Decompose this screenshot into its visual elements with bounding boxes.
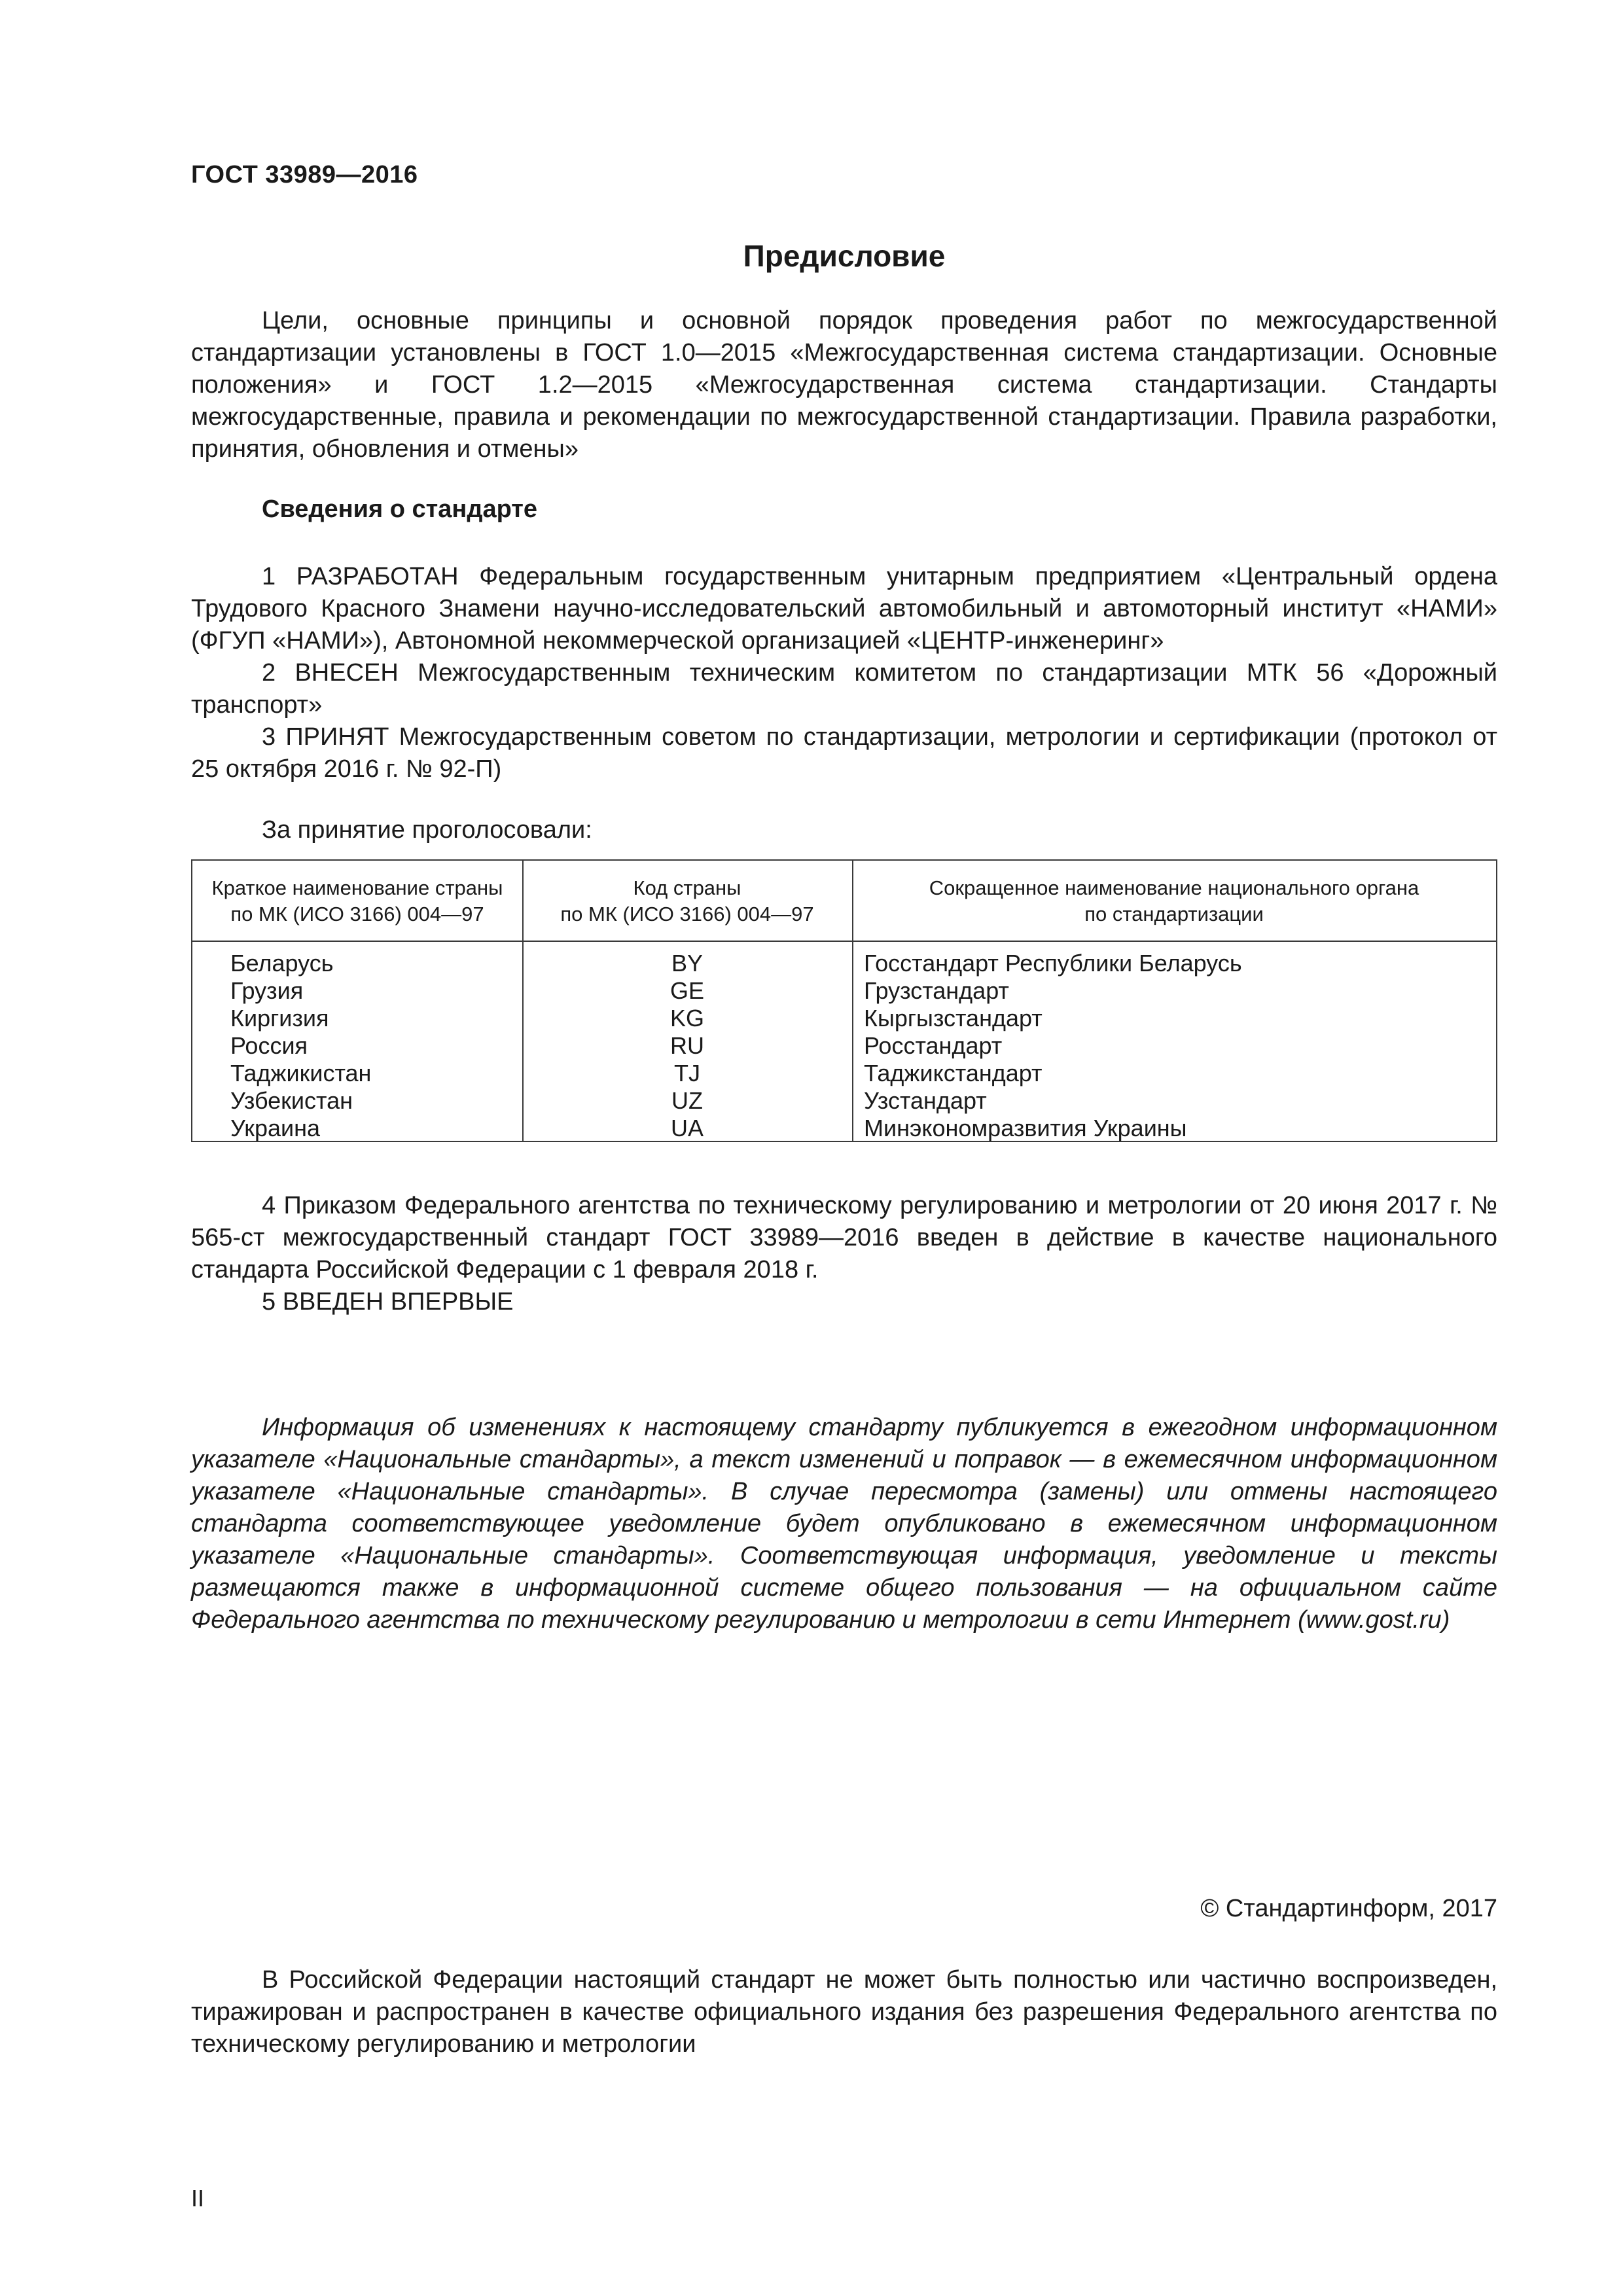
info-notice-block (191, 1412, 1497, 1636)
table-cell-code: KG (669, 1005, 704, 1031)
table-cell-code: UA (670, 1115, 704, 1141)
item-adopted: 3 ПРИНЯТ Межгосударственным советом по стандартизации, метрологии и сертификации (протокол от 25 октября 2016 г. № 92-П) (191, 723, 1497, 783)
table-cell-code: GE (669, 977, 704, 1004)
table-row (192, 1087, 1496, 1115)
reproduction-notice-block (191, 1964, 1497, 2060)
table-cell-country: Беларусь (230, 950, 334, 977)
item-introduced: 2 ВНЕСЕН Межгосударственным техническим комитетом по стандартизации МТК 56 «Дорожный транспорт» (191, 659, 1497, 719)
table-header-text: по стандартизации (1084, 903, 1264, 925)
table-cell-country: Украина (230, 1115, 321, 1141)
table-cell-country: Грузия (230, 977, 304, 1004)
standard-info-heading: Сведения о стандарте (262, 495, 538, 523)
table-row (192, 1032, 1496, 1060)
table-row (192, 1115, 1496, 1142)
table-cell-organization: Госстандарт Республики Беларусь (864, 950, 1242, 977)
table-body (192, 950, 1496, 1142)
table-cell-country: Россия (230, 1032, 308, 1059)
table-cell-organization: Росстандарт (864, 1032, 1003, 1059)
items-top-block (191, 561, 1497, 785)
table-header-row (192, 861, 1496, 942)
table-header-text: Код страны (633, 876, 741, 899)
table-cell-country: Киргизия (230, 1005, 329, 1031)
table-row (192, 977, 1496, 1005)
table-row (192, 1060, 1496, 1087)
table-cell-organization: Кыргызстандарт (864, 1005, 1043, 1031)
info-notice: Информация об изменениях к настоящему стандарту публикуется в ежегодном информационном указателе «Национальные стандарты», а текст изменений и поправок — в ежемесячном информационном указателе «Национальные стандарты». В случае пересмотра (замены) или отмены настоящего стандарта соответствующее уведомление будет опубликовано в ежемесячном информационном указателе «Национальные стандарты». Соответствующая информация, уведомление и тексты размещаются также в информационной системе общего пользования — на официальном сайте Федерального агентства по техническому регулированию и метрологии в сети Интернет (www.gost.ru) (191, 1414, 1497, 1634)
table-header-organization (852, 861, 1496, 942)
table-cell-organization: Таджикстандарт (864, 1060, 1043, 1086)
table-row (192, 950, 1496, 977)
copyright-line: © Стандартинформ, 2017 (1200, 1895, 1497, 1922)
table-row (192, 1005, 1496, 1032)
voted-label: За принятие проголосовали: (262, 816, 592, 844)
intro-paragraph-block (191, 305, 1497, 465)
item-developed: 1 РАЗРАБОТАН Федеральным государственным унитарным предприятием «Центральный ордена Трудового Красного Знамени научно-исследовательский автомобильный и автомоторный институт «НАМИ» (ФГУП «НАМИ»), Автономной некоммерческой организацией «ЦЕНТР-инженеринг» (191, 563, 1497, 655)
table-header-country (192, 861, 522, 942)
voting-table (191, 859, 1497, 1142)
table-header-text: Сокращенное наименование национального органа (929, 876, 1419, 899)
table-header-text: по МК (ИСО 3166) 004—97 (230, 903, 484, 925)
section-title: Предисловие (743, 239, 946, 273)
table-cell-organization: Узстандарт (864, 1087, 987, 1114)
document-number-header: ГОСТ 33989—2016 (191, 161, 418, 188)
page-number: II (191, 2185, 205, 2212)
items-bottom-block (191, 1190, 1497, 1318)
table-cell-code: BY (671, 950, 704, 977)
table-cell-code: UZ (671, 1087, 703, 1114)
table-cell-country: Узбекистан (230, 1087, 353, 1114)
table-header-code (522, 861, 852, 942)
intro-paragraph: Цели, основные принципы и основной порядок проведения работ по межгосударственной стандартизации установлены в ГОСТ 1.0—2015 «Межгосударственная система стандартизации. Основные положения» и ГОСТ 1.2—2015 «Межгосударственная система стандартизации. Стандарты межгосударственные, правила и рекомендации по межгосударственной стандартизации. Правила разработки, принятия, обновления и отмены» (191, 307, 1497, 463)
table-cell-code: RU (670, 1032, 704, 1059)
table-cell-code: TJ (674, 1060, 700, 1086)
table-cell-country: Таджикистан (230, 1060, 372, 1086)
table-header-text: Краткое наименование страны (211, 876, 503, 899)
item-first-introduced: 5 ВВЕДЕН ВПЕРВЫЕ (262, 1288, 514, 1316)
table-cell-organization: Минэкономразвития Украины (864, 1115, 1187, 1141)
table-header-text: по МК (ИСО 3166) 004—97 (560, 903, 814, 925)
reproduction-notice: В Российской Федерации настоящий стандарт не может быть полностью или частично воспроизведен, тиражирован и распространен в качестве официального издания без разрешения Федерального агентства по техническому регулированию и метрологии (191, 1966, 1497, 2058)
table-cell-organization: Грузстандарт (864, 977, 1009, 1004)
item-enforced: 4 Приказом Федерального агентства по техническому регулированию и метрологии от 20 июня 2017 г. № 565-ст межгосударственный стандарт ГОСТ 33989—2016 введен в действие в качестве национального стандарта Российской Федерации с 1 февраля 2018 г. (191, 1192, 1497, 1283)
